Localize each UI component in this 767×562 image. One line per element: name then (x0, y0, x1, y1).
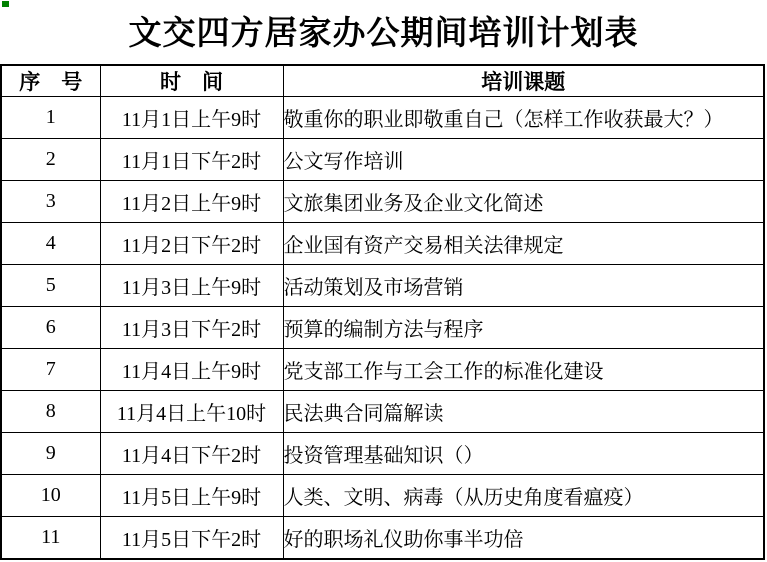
table-row (1, 517, 764, 560)
time-cell: 11月5日下午2时 (100, 517, 283, 560)
topic-cell: 投资管理基础知识（） (283, 433, 764, 475)
topic-cell: 预算的编制方法与程序 (283, 307, 764, 349)
row-number-cell: 9 (1, 433, 100, 475)
screenshot-artifact (2, 1, 9, 7)
row-number-cell: 10 (1, 475, 100, 517)
time-cell: 11月4日下午2时 (100, 433, 283, 475)
row-number-cell: 3 (1, 181, 100, 223)
topic-cell: 文旅集团业务及企业文化简述 (283, 181, 764, 223)
topic-cell: 公文写作培训 (283, 139, 764, 181)
table-row (1, 181, 764, 223)
topic-cell: 敬重你的职业即敬重自己（怎样工作收获最大？） (283, 97, 764, 139)
time-cell: 11月3日下午2时 (100, 307, 283, 349)
header-cell-topic: 培训课题 (283, 65, 764, 97)
row-number-cell: 4 (1, 223, 100, 265)
topic-cell: 党支部工作与工会工作的标准化建设 (283, 349, 764, 391)
time-cell: 11月2日上午9时 (100, 181, 283, 223)
header-cell-time: 时 间 (100, 65, 283, 97)
page-title: 文交四方居家办公期间培训计划表 (128, 16, 639, 52)
row-number-cell: 1 (1, 97, 100, 139)
topic-cell: 人类、文明、病毒（从历史角度看瘟疫） (283, 475, 764, 517)
table-body (1, 97, 764, 560)
table-row (1, 307, 764, 349)
row-number-cell: 11 (1, 517, 100, 560)
table-row (1, 433, 764, 475)
time-cell: 11月2日下午2时 (100, 223, 283, 265)
table-row (1, 223, 764, 265)
table-row (1, 139, 764, 181)
row-number-cell: 7 (1, 349, 100, 391)
row-number-cell: 2 (1, 139, 100, 181)
table-row (1, 349, 764, 391)
topic-cell: 民法典合同篇解读 (283, 391, 764, 433)
time-cell: 11月1日下午2时 (100, 139, 283, 181)
time-cell: 11月4日上午10时 (100, 391, 283, 433)
table-row (1, 265, 764, 307)
table-header-row (1, 65, 764, 97)
table-row (1, 391, 764, 433)
row-number-cell: 5 (1, 265, 100, 307)
row-number-cell: 8 (1, 391, 100, 433)
table-row (1, 475, 764, 517)
header-cell-no: 序 号 (1, 65, 100, 97)
time-cell: 11月1日上午9时 (100, 97, 283, 139)
time-cell: 11月4日上午9时 (100, 349, 283, 391)
topic-cell: 活动策划及市场营销 (283, 265, 764, 307)
time-cell: 11月5日上午9时 (100, 475, 283, 517)
row-number-cell: 6 (1, 307, 100, 349)
table-row (1, 97, 764, 139)
topic-cell: 好的职场礼仪助你事半功倍 (283, 517, 764, 560)
time-cell: 11月3日上午9时 (100, 265, 283, 307)
topic-cell: 企业国有资产交易相关法律规定 (283, 223, 764, 265)
training-schedule-table (0, 64, 765, 560)
